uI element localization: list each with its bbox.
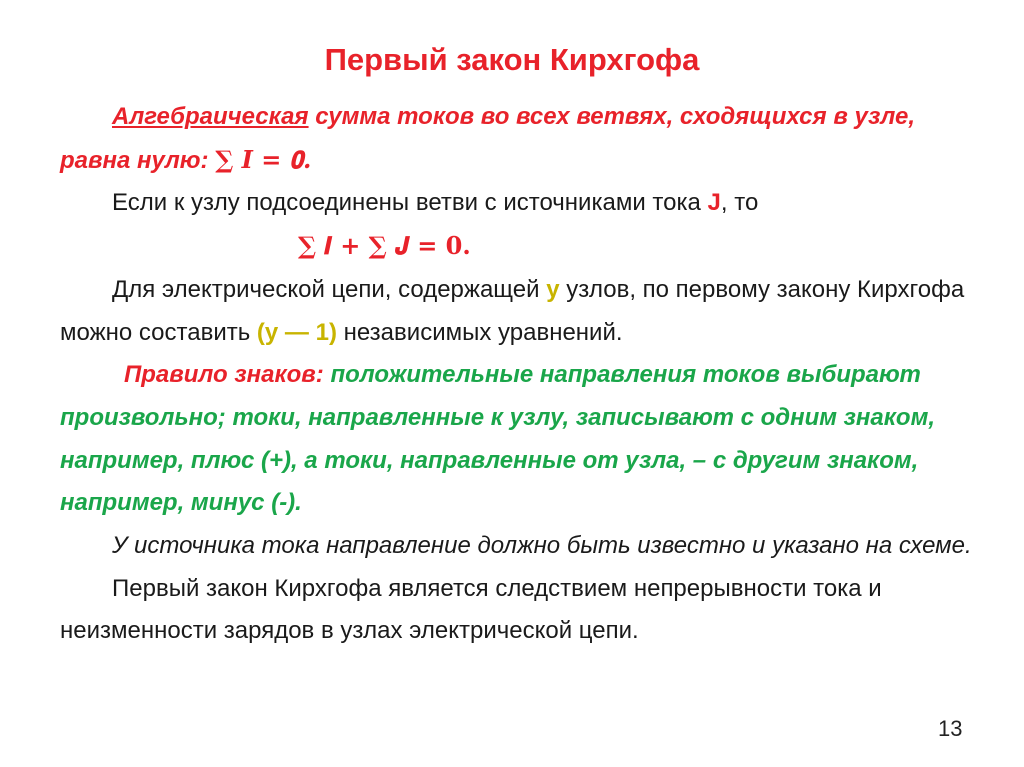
rule-label: Правило знаков: xyxy=(124,361,324,389)
nodes-y-symbol: y xyxy=(546,275,560,303)
nodes-text-after: независимых уравнений. xyxy=(336,318,623,346)
nodes-text-mid: узлов, по первому закону Кирхгофа можно составить xyxy=(60,275,965,346)
rule-text: положительные направления токов выбирают произвольно; токи, направленные к узлу, записывают с одним знаком, например, плюс (+), а токи, направленные от узла, – с другим знаком, например, минус (-). xyxy=(60,361,936,517)
rule-paragraph xyxy=(60,354,980,525)
sources-formula-end: . xyxy=(462,231,471,261)
law-formula: ∑ 𝑰 = 𝟎 xyxy=(215,144,304,174)
law-paragraph xyxy=(60,96,980,182)
slide-title: Первый закон Кирхгофа xyxy=(324,42,700,77)
nodes-count-expression: (y — 1) xyxy=(256,318,337,346)
source-note-paragraph: У источника тока направление должно быть известно и указано на схеме. xyxy=(112,532,972,560)
law-formula-end: . xyxy=(303,144,312,174)
law-text: сумма токов во всех ветвях, сходящихся в узле, равна нулю: xyxy=(60,103,915,174)
nodes-paragraph xyxy=(60,269,980,354)
sources-text-before: Если к узлу подсоединены ветви с источниками тока xyxy=(112,189,708,217)
sources-text-after: , то xyxy=(720,189,759,217)
slide-body xyxy=(60,96,980,653)
page-number: 13 xyxy=(938,716,963,741)
sources-equation xyxy=(60,225,980,269)
sources-formula: ∑ 𝑰 + ∑ 𝑱 = 𝟎 xyxy=(298,231,463,261)
conclusion-paragraph: Первый закон Кирхгофа является следствием непрерывности тока и неизменности зарядов в узлах электрической цепи. xyxy=(60,574,882,645)
nodes-text-before: Для электрической цепи, содержащей xyxy=(112,275,547,303)
law-term: Алгебраическая xyxy=(112,103,309,130)
sources-j-symbol: J xyxy=(707,189,721,217)
sources-paragraph xyxy=(60,182,980,225)
